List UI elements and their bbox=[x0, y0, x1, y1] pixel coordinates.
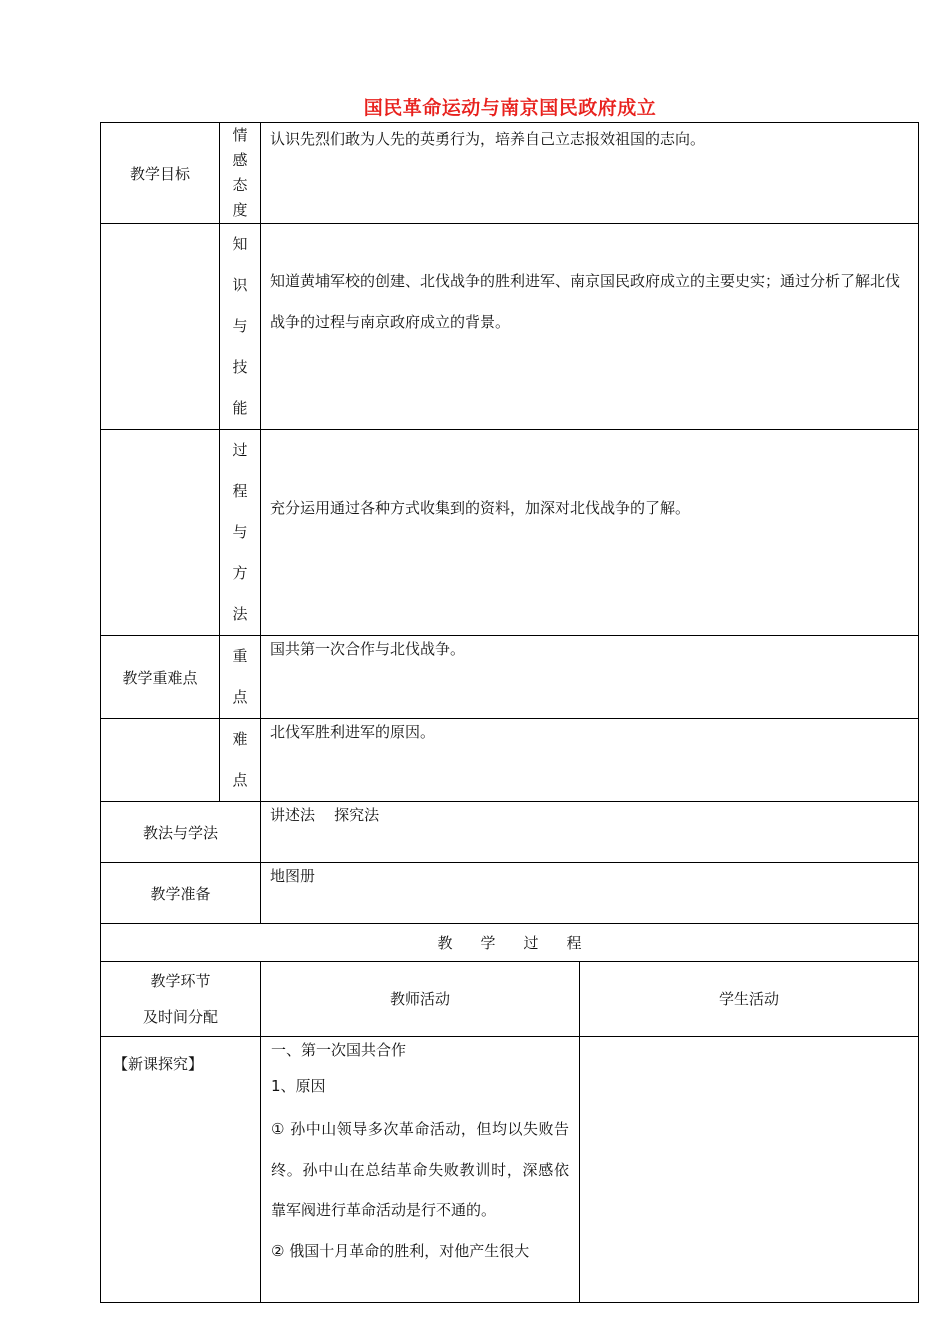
sub-label-emotion: 情 感 态 度 bbox=[220, 123, 261, 224]
student-activity-cell bbox=[580, 1037, 919, 1303]
empty-cell bbox=[101, 430, 220, 636]
sub-label-knowledge: 知 识 与 技 能 bbox=[220, 224, 261, 430]
section-heading: 一、第一次国共合作 bbox=[271, 1041, 407, 1059]
preparation-row bbox=[101, 863, 919, 924]
goal-row-emotion bbox=[101, 123, 919, 224]
teacher-column-header: 教师活动 bbox=[261, 962, 580, 1037]
preparation-label: 教学准备 bbox=[101, 863, 261, 924]
preparation-text: 地图册 bbox=[261, 863, 919, 924]
section-subheading: 1、原因 bbox=[271, 1077, 326, 1095]
goal-row-knowledge bbox=[101, 224, 919, 430]
process-header-row bbox=[101, 924, 919, 962]
lesson-plan-table bbox=[100, 122, 919, 1303]
keypoint-row-focus bbox=[101, 636, 919, 719]
student-column-header: 学生活动 bbox=[580, 962, 919, 1037]
sub-label-difficulty: 难 点 bbox=[220, 719, 261, 802]
methods-text: 讲述法 探究法 bbox=[261, 802, 919, 863]
reason-point-2: ② 俄国十月革命的胜利，对他产生很大 bbox=[271, 1241, 530, 1260]
lesson-content-row bbox=[101, 1037, 919, 1303]
difficulty-text: 北伐军胜利进军的原因。 bbox=[261, 719, 919, 802]
keypoint-row-difficulty bbox=[101, 719, 919, 802]
sub-label-process: 过 程 与 方 法 bbox=[220, 430, 261, 636]
process-header: 教学过程 bbox=[101, 924, 919, 962]
column-header-row bbox=[101, 962, 919, 1037]
teaching-goals-label: 教学目标 bbox=[101, 123, 220, 224]
goal-knowledge-text: 知道黄埔军校的创建、北伐战争的胜利进军、南京国民政府成立的主要史实；通过分析了解北伐战争的过程与南京政府成立的背景。 bbox=[261, 224, 919, 430]
key-points-label: 教学重难点 bbox=[101, 636, 220, 719]
stage-cell bbox=[101, 1037, 261, 1303]
empty-cell bbox=[101, 719, 220, 802]
methods-row bbox=[101, 802, 919, 863]
reason-point-1: ① 孙中山领导多次革命活动，但均以失败告终。孙中山在总结革命失败教训时，深感依靠军阀进行革命活动是行不通的。 bbox=[271, 1120, 569, 1219]
sub-label-focus: 重 点 bbox=[220, 636, 261, 719]
empty-cell bbox=[101, 224, 220, 430]
goal-process-text: 充分运用通过各种方式收集到的资料，加深对北伐战争的了解。 bbox=[261, 430, 919, 636]
goal-row-process bbox=[101, 430, 919, 636]
goal-emotion-text: 认识先烈们敢为人先的英勇行为，培养自己立志报效祖国的志向。 bbox=[261, 123, 919, 224]
page-title: 国民革命运动与南京国民政府成立 bbox=[363, 97, 657, 119]
focus-text: 国共第一次合作与北伐战争。 bbox=[261, 636, 919, 719]
teacher-activity-cell bbox=[261, 1037, 580, 1303]
methods-label: 教法与学法 bbox=[101, 802, 261, 863]
stage-column-header: 教学环节 及时间分配 bbox=[101, 962, 261, 1037]
section-label: 【新课探究】 bbox=[113, 1055, 204, 1073]
